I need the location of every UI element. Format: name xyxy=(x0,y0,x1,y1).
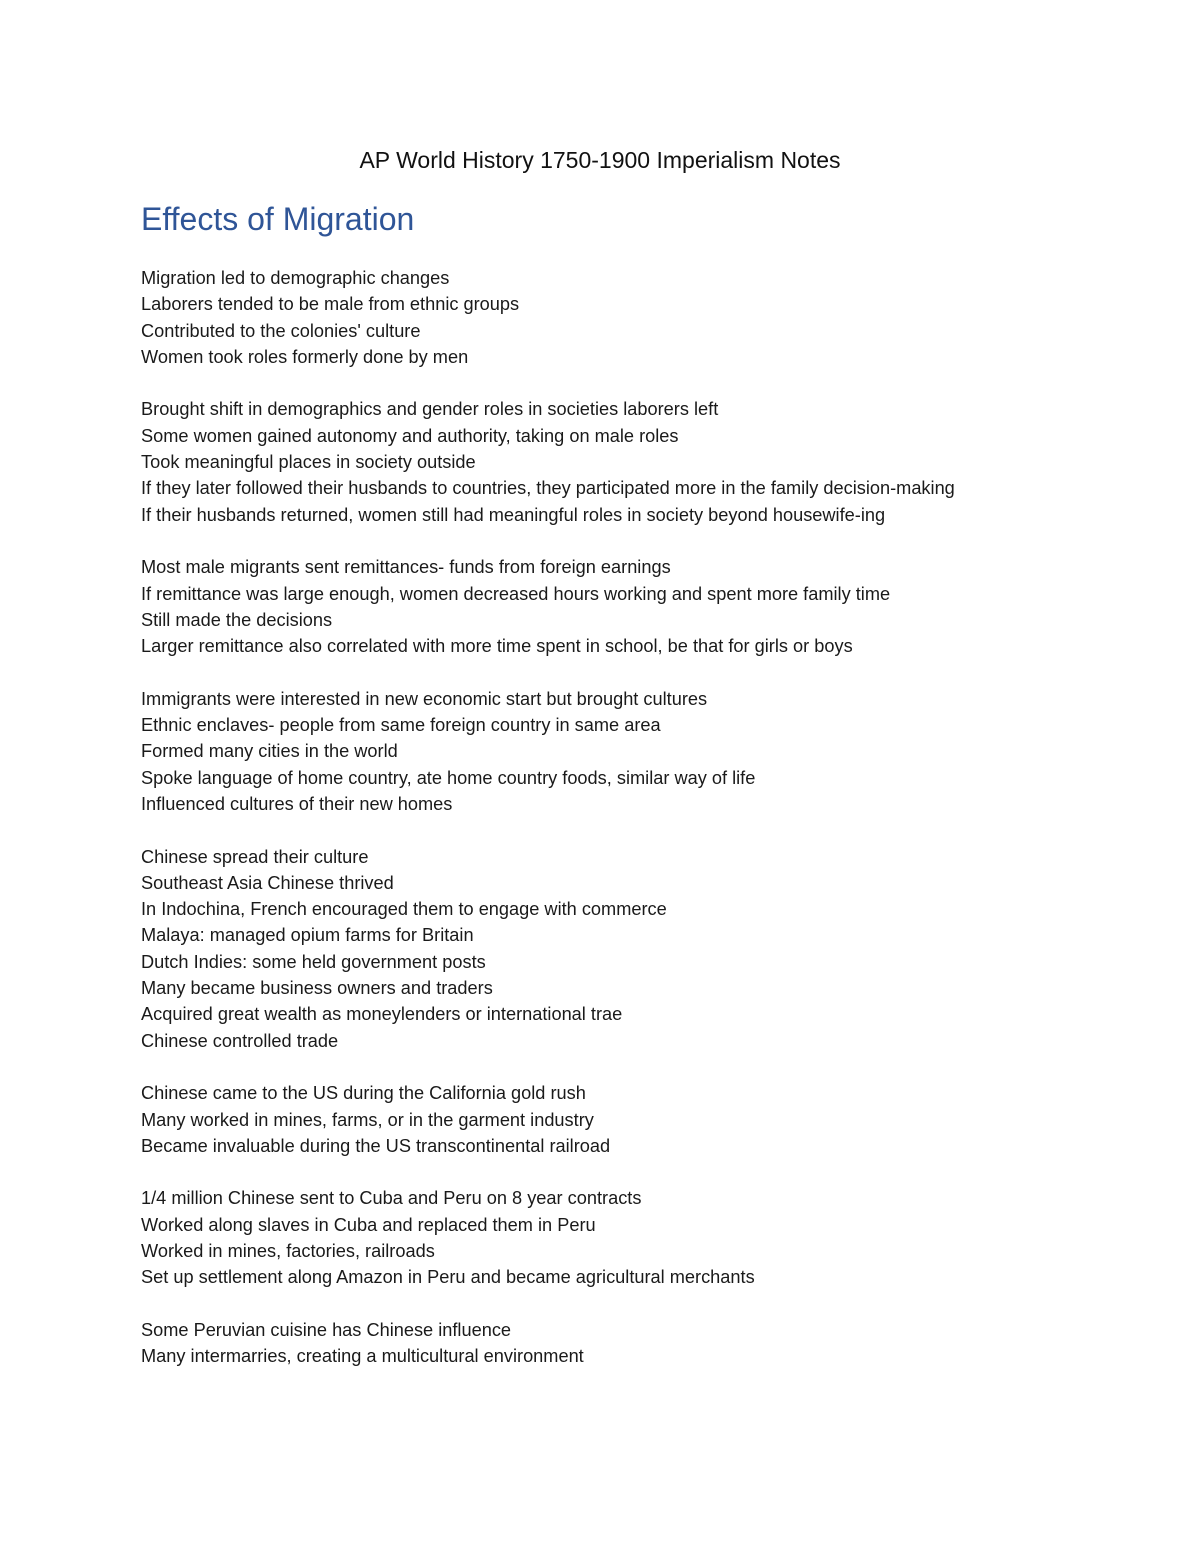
text-line: If they later followed their husbands to countries, they participated more in the family decision-making xyxy=(141,478,955,499)
text-line: Worked along slaves in Cuba and replaced them in Peru xyxy=(141,1214,596,1235)
text-line: Laborers tended to be male from ethnic groups xyxy=(141,294,520,315)
paragraph xyxy=(141,1185,1141,1290)
text-line: In Indochina, French encouraged them to engage with commerce xyxy=(141,899,667,920)
text-line: Malaya: managed opium farms for Britain xyxy=(141,925,474,946)
text-line: Ethnic enclaves- people from same foreign country in same area xyxy=(141,715,661,736)
paragraph xyxy=(141,265,1141,370)
text-line: Women took roles formerly done by men xyxy=(141,346,469,367)
paragraph xyxy=(141,554,1141,659)
text-line: Dutch Indies: some held government posts xyxy=(141,951,486,972)
text-line: Many worked in mines, farms, or in the garment industry xyxy=(141,1109,594,1130)
text-line: Some women gained autonomy and authority, taking on male roles xyxy=(141,425,679,446)
text-line: Influenced cultures of their new homes xyxy=(141,793,453,814)
text-line: Larger remittance also correlated with more time spent in school, be that for girls or boys xyxy=(141,636,853,657)
text-line: If their husbands returned, women still had meaningful roles in society beyond housewife-ing xyxy=(141,504,886,525)
paragraph xyxy=(141,396,1141,527)
text-line: Still made the decisions xyxy=(141,609,333,630)
paragraph xyxy=(141,1080,1141,1159)
text-line: Contributed to the colonies' culture xyxy=(141,320,421,341)
text-line: If remittance was large enough, women decreased hours working and spent more family time xyxy=(141,583,891,604)
paragraph xyxy=(141,1317,1141,1370)
text-line: Set up settlement along Amazon in Peru and became agricultural merchants xyxy=(141,1267,755,1288)
text-line: Chinese controlled trade xyxy=(141,1030,339,1051)
text-line: Most male migrants sent remittances- funds from foreign earnings xyxy=(141,557,671,578)
text-line: Chinese came to the US during the California gold rush xyxy=(141,1083,586,1104)
text-line: Brought shift in demographics and gender roles in societies laborers left xyxy=(141,399,719,420)
text-line: Southeast Asia Chinese thrived xyxy=(141,872,394,893)
section-heading: Effects of Migration xyxy=(141,201,415,237)
text-line: Acquired great wealth as moneylenders or international trae xyxy=(141,1004,623,1025)
text-line: Became invaluable during the US transcontinental railroad xyxy=(141,1135,611,1156)
text-line: Many intermarries, creating a multicultural environment xyxy=(141,1346,584,1367)
text-line: Chinese spread their culture xyxy=(141,846,369,867)
text-line: Took meaningful places in society outside xyxy=(141,452,476,473)
text-line: Immigrants were interested in new economic start but brought cultures xyxy=(141,688,708,709)
text-line: Many became business owners and traders xyxy=(141,978,493,999)
text-line: Worked in mines, factories, railroads xyxy=(141,1240,435,1261)
text-line: Spoke language of home country, ate home country foods, similar way of life xyxy=(141,767,756,788)
text-line: Some Peruvian cuisine has Chinese influence xyxy=(141,1319,512,1340)
text-line: Formed many cities in the world xyxy=(141,741,398,762)
text-line: 1/4 million Chinese sent to Cuba and Peru on 8 year contracts xyxy=(141,1188,642,1209)
paragraph xyxy=(141,686,1141,817)
text-line: Migration led to demographic changes xyxy=(141,268,450,288)
document-title: AP World History 1750-1900 Imperialism Notes xyxy=(359,147,841,173)
body-text xyxy=(141,265,1141,1396)
paragraph xyxy=(141,844,1141,1054)
